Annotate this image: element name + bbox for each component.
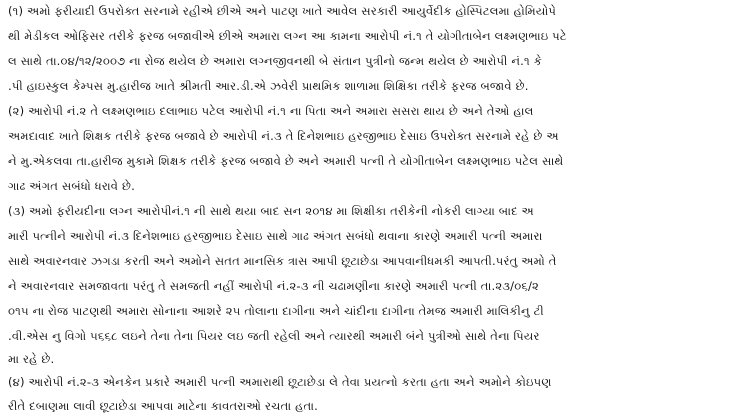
text-line: સાથે અવારનવાર ઝગડા કરતી અને અમોને સતત માનસિક ત્રાસ આપી છૂટાછેડા આપવાનીધમકી આપતી.પરંતુ અમો તે [8, 254, 557, 268]
text-line: ગાઢ અંગત સબંધો ધરાવે છે. [8, 179, 135, 193]
text-line: .વી.એસ નુ વિગો ૫૬૬૮ લઇને તેના તેના પિયર લઇ જતી રહેલી અને ત્યારથી અમારી બંને પુત્રીઓ સાથે તેના પિયર [8, 329, 540, 343]
text-line: લ સાથે તા.૦૪/૧૨/૨૦૦૭ ના રોજ થયેલ છે અમારા લગ્નજીવનથી બે સંતાન પુત્રીનો જન્મ થયેલ છે આરોપી નં.૧ કે [8, 54, 542, 68]
text-line: (૪) આરોપી નં.૨-૩ એનકેન પ્રકારે અમારી પત્ની અમારાથી છૂટાછેડા લે તેવા પ્રયત્નો કરતા હતા અને અમોને કોઇપણ [8, 375, 552, 389]
text-line: મા રહે છે. [8, 352, 55, 366]
text-line: ને અવારનવાર સમજાવતા પરંતુ તે સમજતી નહીં આરોપી નં.૨-૩ ની ચઢામણીના કારણે અમારી પત્ની તા.૨૩/૦૬/૨ [8, 279, 539, 293]
text-line: ને મુ.એકલવા તા.હારીજ મુકામે શિક્ષક તરીકે ફરજ બજાવે છે અને અમારી પત્ની તે યોગીતાબેન લક્ષ્મણભાઇ પટેલ સાથે [8, 154, 564, 168]
text-line: ૦૧૫ ના રોજ પાટણથી અમારા સોનાના આશરે ૨૫ તોલાના દાગીના અને ચાંદીના દાગીના તેમજ અમારી માલિકીનુ ટી [8, 304, 544, 318]
text-line: (૧) અમો ફરીયાદી ઉપરોક્ત સરનામે રહીએ છીએ અને પાટણ ખાતે આવેલ સરકારી આયુર્વેદીક હોસ્પિટલમા હોમિયોપે [8, 4, 557, 18]
text-line: રીતે દબાણમા લાવી છૂટાછેડા આપવા માટેના કાવતરાઓ રચતા હતા. [8, 399, 319, 413]
text-line: (૩) અમો ફરીયદીના લગ્ન આરોપીનં.૧ ની સાથે થયા બાદ સન ૨૦૧૪ મા શિક્ષીકા તરીકેની નોકરી લાગ્યા બાદ અ [8, 204, 534, 218]
text-line: (૨) આરોપી નં.૨ તે લક્ષ્મણભાઇ દલાભાઇ પટેલ આરોપી નં.૧ ના પિતા અને અમારા સસરા થાય છે અને તેઓ હાલ [8, 104, 534, 118]
text-line: મારી પત્નીને આરોપી નં.૩ દિનેશભાઇ હરજીભાઇ દેસાઇ સાથે ગાઢ અંગત સબંધો થવાના કારણે અમારી પત્ની અમારા [8, 229, 543, 243]
text-line: અમદાવાદ ખાતે શિક્ષક તરીકે ફરજ બજાવે છે આરોપી નં.૩ તે દિનેશભાઇ હરજીભાઇ દેસાઇ ઉપરોક્ત સરનામે રહે છે અ [8, 129, 559, 143]
text-line: થી મેડીકલ ઓફિસર તરીકે ફરજ બજાવીએ છીએ અમારા લગ્ન આ કામના આરોપી નં.૧ તે યોગીતાબેન લક્ષ્મણભાઇ પટે [8, 29, 567, 43]
text-line: .પી હાઇસ્કુલ કેમ્પસ મુ.હારીજ ખાતે શ્રીમતી આર.ડી.એ ઝવેરી પ્રાથમિક શાળામા શિક્ષિકા તરીકે ફરજ બજાવે છે. [8, 79, 529, 93]
